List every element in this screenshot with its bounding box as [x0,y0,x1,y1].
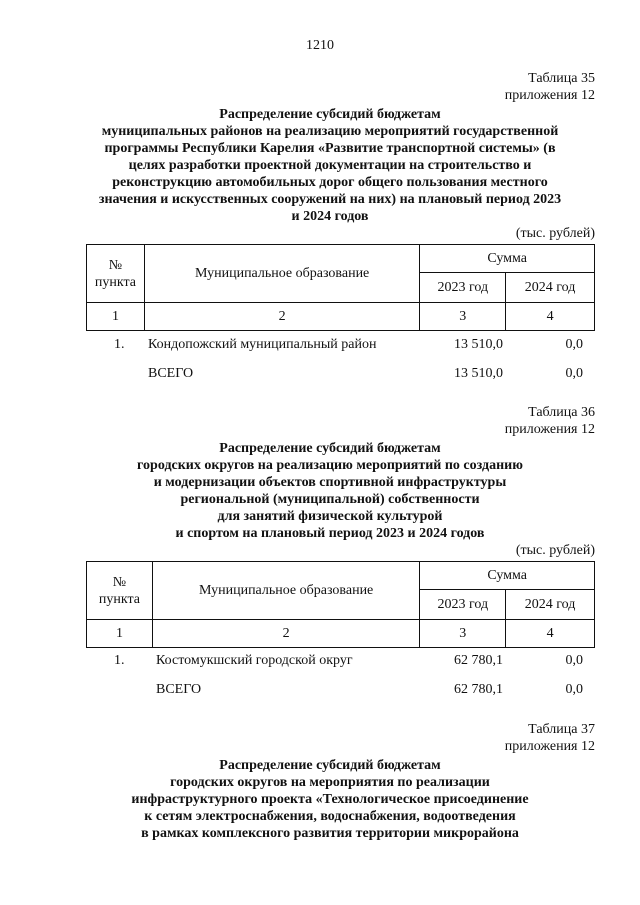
unit-label: (тыс. рублей) [515,226,595,241]
table-36-title [70,440,590,542]
row-value-2023: 62 780,1 [454,653,503,668]
header-year-2024: 2024 год [506,590,595,620]
title-line: Распределение субсидий бюджетам [219,441,441,456]
header-num: № пункта [87,245,145,303]
title-line: Распределение субсидий бюджетам [219,758,441,773]
title-line: для занятий физической культурой [217,509,443,524]
table-37-reference [505,721,595,755]
table-37-title [70,757,590,842]
unit-label: (тыс. рублей) [515,543,595,558]
table-35-title [70,106,590,225]
title-line: инфраструктурного проекта «Технологическое присоединение [131,792,529,807]
header-name: Муниципальное образование [144,245,419,303]
total-label: ВСЕГО [148,366,194,381]
col-num: 1 [87,620,153,648]
title-line: муниципальных районов на реализацию мероприятий государственной [101,124,559,139]
table-35-reference [505,70,595,104]
total-value-2023: 62 780,1 [454,682,503,697]
title-line: городских округов на реализацию мероприятий по созданию [137,458,523,473]
col-num: 2 [152,620,419,648]
header-year-2024: 2024 год [506,273,595,303]
col-num: 3 [420,303,506,331]
header-sum: Сумма [420,562,595,590]
row-name: Костомукшский городской округ [156,653,353,668]
title-line: реконструкцию автомобильных дорог общего пользования местного [112,175,548,190]
row-num: 1. [114,653,125,668]
table-35-header [86,244,595,331]
header-year-2023: 2023 год [420,273,506,303]
row-value-2024: 0,0 [565,653,583,668]
title-line: в рамках комплексного развития территории микрорайона [141,826,519,841]
header-sum: Сумма [420,245,595,273]
page-number: 1210 [306,38,334,53]
total-label: ВСЕГО [156,682,202,697]
title-line: целях разработки проектной документации на строительство и [128,158,532,173]
table-36-reference [505,404,595,438]
table-number: Таблица 35 [528,71,595,86]
col-num: 3 [420,620,506,648]
title-line: региональной (муниципальной) собственности [180,492,480,507]
header-num: № пункта [87,562,153,620]
row-value-2024: 0,0 [565,337,583,352]
header-year-2023: 2023 год [420,590,506,620]
annex-label: приложения 12 [504,739,595,754]
row-num: 1. [114,337,125,352]
col-num: 2 [144,303,419,331]
title-line: и 2024 годов [291,209,369,224]
total-value-2024: 0,0 [565,682,583,697]
title-line: к сетям электроснабжения, водоснабжения, водоотведения [144,809,516,824]
title-line: значения и искусственных сооружений на них) на плановый период 2023 [98,192,562,207]
row-value-2023: 13 510,0 [454,337,503,352]
table-number: Таблица 37 [528,722,595,737]
row-name: Кондопожский муниципальный район [148,337,377,352]
title-line: городских округов на мероприятия по реализации [170,775,490,790]
total-value-2023: 13 510,0 [454,366,503,381]
total-value-2024: 0,0 [565,366,583,381]
col-num: 1 [87,303,145,331]
col-num: 4 [506,303,595,331]
table-number: Таблица 36 [528,405,595,420]
annex-label: приложения 12 [504,88,595,103]
header-name: Муниципальное образование [152,562,419,620]
annex-label: приложения 12 [504,422,595,437]
title-line: и спортом на плановый период 2023 и 2024 годов [175,526,485,541]
title-line: Распределение субсидий бюджетам [219,107,441,122]
title-line: программы Республики Карелия «Развитие транспортной системы» (в [104,141,556,156]
title-line: и модернизации объектов спортивной инфраструктуры [153,475,507,490]
table-36-header [86,561,595,648]
col-num: 4 [506,620,595,648]
